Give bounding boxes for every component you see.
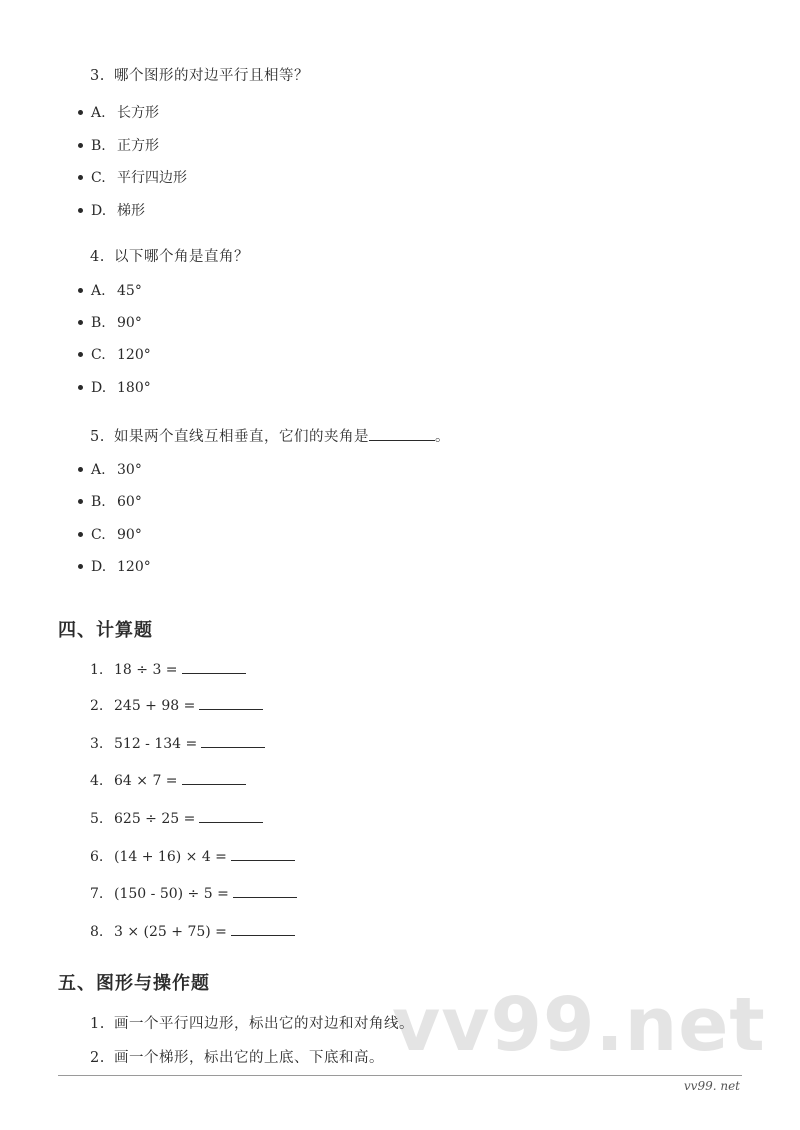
answer-blank[interactable]: [233, 883, 297, 898]
answer-blank[interactable]: [182, 659, 246, 674]
task-item: [90, 1046, 384, 1067]
calc-item: [90, 808, 263, 827]
option-letter: C.: [91, 347, 106, 363]
option-text: 120°: [117, 347, 151, 363]
calc-expression: 512 - 134 =: [114, 736, 198, 752]
item-number: 4.: [90, 773, 104, 789]
option-letter: A.: [91, 105, 106, 121]
option-text: 60°: [117, 494, 142, 510]
option-item[interactable]: [78, 102, 159, 122]
footer-divider: [58, 1075, 742, 1076]
item-number: 1.: [90, 1016, 105, 1032]
option-text: 梯形: [117, 203, 145, 219]
option-letter: A.: [91, 283, 106, 299]
option-item[interactable]: [78, 283, 142, 299]
calc-expression: 625 ÷ 25 =: [114, 811, 196, 827]
footer-site: vv99. net: [683, 1079, 740, 1093]
option-item[interactable]: [78, 494, 142, 510]
option-text: 180°: [117, 380, 151, 396]
task-text: 画一个平行四边形，标出它的对边和对角线。: [114, 1016, 414, 1032]
question-4-stem: [90, 245, 249, 266]
calc-expression: (150 - 50) ÷ 5 =: [114, 886, 229, 902]
calc-expression: (14 + 16) × 4 =: [114, 849, 227, 865]
answer-blank[interactable]: [182, 770, 246, 785]
calc-item: [90, 846, 295, 865]
bullet-icon: [78, 110, 83, 115]
answer-blank[interactable]: [231, 921, 295, 936]
answer-blank[interactable]: [201, 733, 265, 748]
item-number: 5.: [90, 811, 104, 827]
question-5-stem: [90, 425, 450, 446]
calc-item: [90, 695, 263, 714]
option-item[interactable]: [78, 135, 159, 155]
option-text: 120°: [117, 559, 151, 575]
option-item[interactable]: [78, 559, 151, 575]
option-letter: A.: [91, 462, 106, 478]
calc-expression: 64 × 7 =: [114, 773, 178, 789]
item-number: 7.: [90, 886, 104, 902]
item-number: 8.: [90, 924, 104, 940]
calc-item: [90, 883, 297, 902]
task-item: [90, 1012, 414, 1033]
item-number: 6.: [90, 849, 104, 865]
option-letter: C.: [91, 527, 106, 543]
answer-blank[interactable]: [199, 695, 263, 710]
answer-blank[interactable]: [199, 808, 263, 823]
option-text: 平行四边形: [117, 170, 187, 186]
option-item[interactable]: [78, 527, 142, 543]
answer-blank[interactable]: [369, 426, 435, 441]
bullet-icon: [78, 352, 83, 357]
option-letter: D.: [91, 559, 107, 575]
option-letter: B.: [91, 494, 106, 510]
calc-expression: 18 ÷ 3 =: [114, 662, 178, 678]
task-text: 画一个梯形，标出它的上底、下底和高。: [114, 1050, 384, 1066]
option-item[interactable]: [78, 462, 142, 478]
question-number: 3.: [90, 68, 105, 84]
option-letter: B.: [91, 138, 106, 154]
bullet-icon: [78, 564, 83, 569]
bullet-icon: [78, 467, 83, 472]
bullet-icon: [78, 208, 83, 213]
section-title-geometry: 五、图形与操作题: [58, 973, 210, 994]
calc-expression: 3 × (25 + 75) =: [114, 924, 227, 940]
option-letter: C.: [91, 170, 106, 186]
calc-item: [90, 659, 246, 678]
question-text: 如果两个直线互相垂直，它们的夹角是: [114, 429, 369, 445]
option-item[interactable]: [78, 315, 142, 331]
bullet-icon: [78, 499, 83, 504]
bullet-icon: [78, 532, 83, 537]
calc-item: [90, 921, 295, 940]
option-letter: D.: [91, 203, 107, 219]
question-text: 哪个图形的对边平行且相等？: [114, 68, 309, 84]
item-number: 3.: [90, 736, 104, 752]
question-3-stem: [90, 64, 309, 85]
question-number: 5.: [90, 429, 105, 445]
option-text: 90°: [117, 527, 142, 543]
item-number: 1.: [90, 662, 104, 678]
item-number: 2.: [90, 698, 104, 714]
bullet-icon: [78, 288, 83, 293]
bullet-icon: [78, 385, 83, 390]
option-text: 90°: [117, 315, 142, 331]
item-number: 2.: [90, 1050, 105, 1066]
option-item[interactable]: [78, 167, 187, 187]
section-title-calculation: 四、计算题: [58, 620, 153, 641]
option-text: 长方形: [117, 105, 159, 121]
watermark: vv99.net: [392, 982, 766, 1068]
option-letter: D.: [91, 380, 107, 396]
option-item[interactable]: [78, 380, 151, 396]
option-text: 正方形: [117, 138, 159, 154]
calc-expression: 245 + 98 =: [114, 698, 196, 714]
question-number: 4.: [90, 249, 105, 265]
option-text: 30°: [117, 462, 142, 478]
bullet-icon: [78, 143, 83, 148]
bullet-icon: [78, 320, 83, 325]
answer-blank[interactable]: [231, 846, 295, 861]
option-item[interactable]: [78, 347, 151, 363]
option-letter: B.: [91, 315, 106, 331]
bullet-icon: [78, 175, 83, 180]
option-item[interactable]: [78, 200, 145, 220]
calc-item: [90, 770, 246, 789]
question-text-end: 。: [435, 429, 450, 445]
question-text: 以下哪个角是直角？: [114, 249, 249, 265]
calc-item: [90, 733, 265, 752]
option-text: 45°: [117, 283, 142, 299]
